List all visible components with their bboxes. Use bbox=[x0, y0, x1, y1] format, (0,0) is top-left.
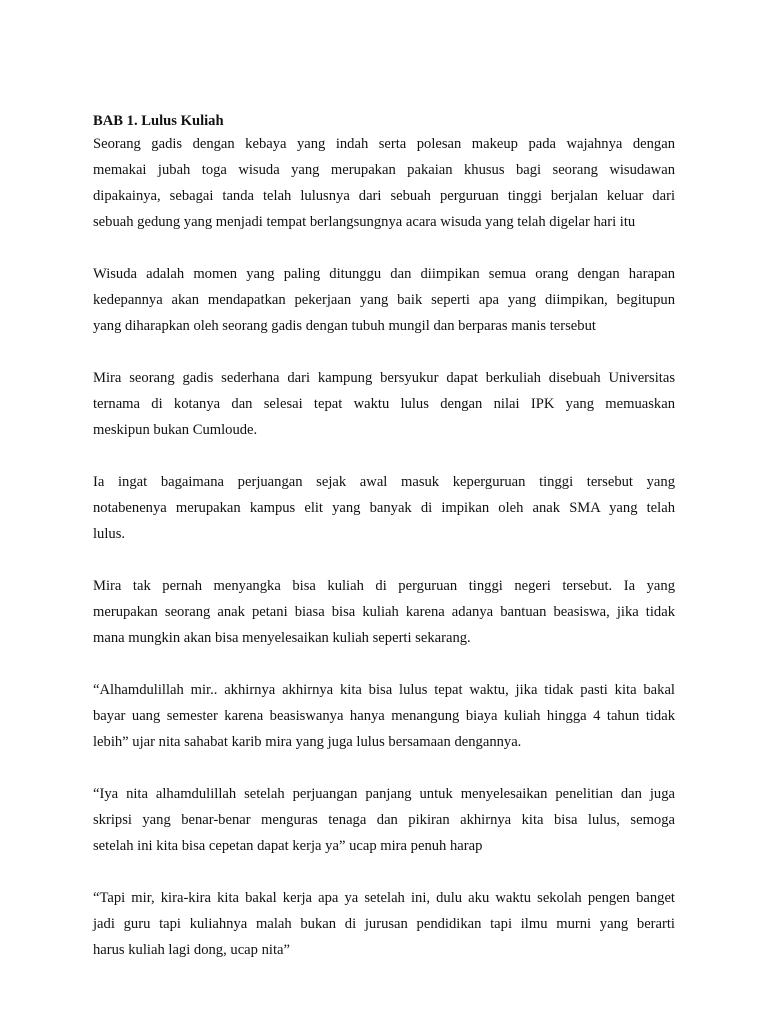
text-line: sebuah gedung yang menjadi tempat berlangsungnya acara wisuda yang telah digelar hari itu bbox=[93, 214, 636, 230]
text-line: setelah ini kita bisa cepetan dapat kerja ya” ucap mira penuh harap bbox=[93, 838, 483, 854]
text-line: bayar uang semester karena beasiswanya hanya menangung biaya kuliah hingga 4 tahun tidak bbox=[93, 708, 675, 724]
text-line: kedepannya akan mendapatkan pekerjaan yang baik seperti apa yang diimpikan, begitupun bbox=[93, 292, 675, 308]
chapter-title: BAB 1. Lulus Kuliah bbox=[93, 113, 224, 129]
paragraph-gap bbox=[93, 235, 675, 261]
text-line: yang diharapkan oleh seorang gadis dengan tubuh mungil dan berparas manis tersebut bbox=[93, 318, 596, 334]
paragraph-gap bbox=[93, 339, 675, 365]
text-line: jadi guru tapi kuliahnya malah bukan di jurusan pendidikan tapi ilmu murni yang berarti bbox=[93, 916, 675, 932]
text-line: skripsi yang benar-benar menguras tenaga dan pikiran akhirnya kita bisa lulus, semoga bbox=[93, 812, 675, 828]
paragraph-gap bbox=[93, 547, 675, 573]
text-line: lulus. bbox=[93, 526, 126, 542]
text-line: memakai jubah toga wisuda yang merupakan pakaian khusus bagi seorang wisudawan bbox=[93, 162, 675, 178]
text-line: lebih” ujar nita sahabat karib mira yang juga lulus bersamaan dengannya. bbox=[93, 734, 522, 750]
paragraph bbox=[93, 781, 675, 859]
text-line: ternama di kotanya dan selesai tepat waktu lulus dengan nilai IPK yang memuaskan bbox=[93, 396, 675, 412]
text-line: Wisuda adalah momen yang paling ditunggu dan diimpikan semua orang dengan harapan bbox=[93, 266, 675, 282]
document-body bbox=[93, 111, 675, 963]
text-line: meskipun bukan Cumloude. bbox=[93, 422, 258, 438]
text-line: “Iya nita alhamdulillah setelah perjuangan panjang untuk menyelesaikan penelitian dan juga bbox=[93, 786, 675, 802]
paragraph bbox=[93, 365, 675, 443]
text-line: Mira tak pernah menyangka bisa kuliah di perguruan tinggi negeri tersebut. Ia yang bbox=[93, 578, 675, 594]
text-line: “Tapi mir, kira-kira kita bakal kerja apa ya setelah ini, dulu aku waktu sekolah pengen banget bbox=[93, 890, 675, 906]
text-line: harus kuliah lagi dong, ucap nita” bbox=[93, 942, 290, 958]
paragraph bbox=[93, 469, 675, 547]
text-line: Ia ingat bagaimana perjuangan sejak awal masuk keperguruan tinggi tersebut yang bbox=[93, 474, 675, 490]
text-line: notabenenya merupakan kampus elit yang banyak di impikan oleh anak SMA yang telah bbox=[93, 500, 675, 516]
text-line: Mira seorang gadis sederhana dari kampung bersyukur dapat berkuliah disebuah Universitas bbox=[93, 370, 675, 386]
text-line: merupakan seorang anak petani biasa bisa kuliah karena adanya bantuan beasiswa, jika tidak bbox=[93, 604, 675, 620]
text-line: dipakainya, sebagai tanda telah lulusnya dari sebuah perguruan tinggi berjalan keluar dari bbox=[93, 188, 675, 204]
paragraph bbox=[93, 677, 675, 755]
paragraph bbox=[93, 261, 675, 339]
paragraph-gap bbox=[93, 651, 675, 677]
text-line: “Alhamdulillah mir.. akhirnya akhirnya kita bisa lulus tepat waktu, jika tidak pasti kita bakal bbox=[93, 682, 675, 698]
paragraph-gap bbox=[93, 443, 675, 469]
text-line: Seorang gadis dengan kebaya yang indah serta polesan makeup pada wajahnya dengan bbox=[93, 136, 675, 152]
paragraph-gap bbox=[93, 755, 675, 781]
text-line: mana mungkin akan bisa menyelesaikan kuliah seperti sekarang. bbox=[93, 630, 471, 646]
paragraph bbox=[93, 131, 675, 235]
paragraph bbox=[93, 573, 675, 651]
paragraph-gap bbox=[93, 859, 675, 885]
paragraph bbox=[93, 885, 675, 963]
